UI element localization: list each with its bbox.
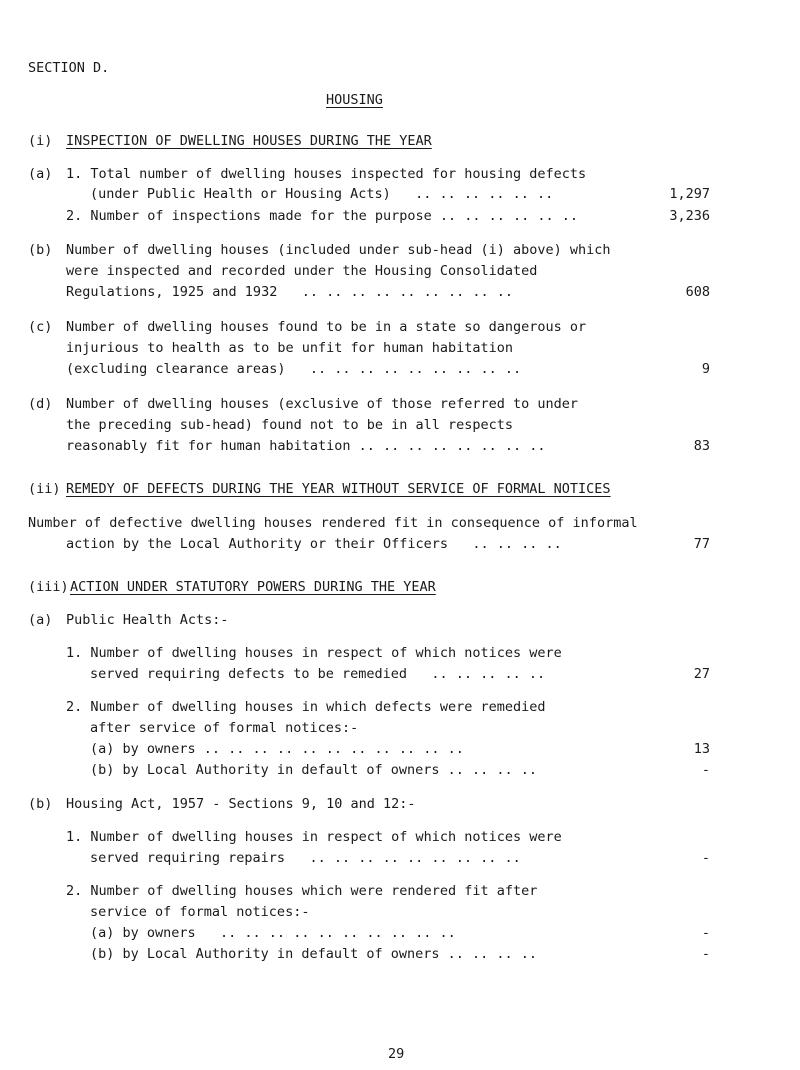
- item-c-line: (excluding clearance areas) .. .. .. .. .. .. .. .. ..: [66, 361, 522, 377]
- section-iii-number: (iii): [28, 579, 69, 595]
- list-item-value: 27: [693, 666, 710, 682]
- list-item-line: served requiring repairs .. .. .. .. .. .. .. .. ..: [90, 850, 521, 866]
- item-c-value: 9: [701, 361, 710, 377]
- item-a-value: 3,236: [669, 208, 710, 224]
- section-ii-line: Number of defective dwelling houses rendered fit in consequence of informal: [28, 515, 638, 531]
- item-d-line: Number of dwelling houses (exclusive of those referred to under: [66, 396, 579, 412]
- list-item-value: -: [701, 946, 710, 962]
- list-item-line: 2. Number of dwelling houses in which defects were remedied: [66, 699, 546, 715]
- item-b-line: Regulations, 1925 and 1932 .. .. .. .. .. .. .. .. ..: [66, 284, 514, 300]
- item-b-value: 608: [685, 284, 710, 300]
- item-b-line: were inspected and recorded under the Housing Consolidated: [66, 263, 538, 279]
- item-d-letter: (d): [28, 396, 53, 412]
- section-iii-heading: ACTION UNDER STATUTORY POWERS DURING THE YEAR: [70, 579, 436, 595]
- subsection-b-heading: Housing Act, 1957 - Sections 9, 10 and 12:-: [66, 796, 416, 812]
- item-b-line: Number of dwelling houses (included under sub-head (i) above) which: [66, 242, 611, 258]
- list-item-line: 1. Number of dwelling houses in respect of which notices were: [66, 829, 562, 845]
- item-a-letter: (a): [28, 166, 53, 182]
- list-item-line: served requiring defects to be remedied .. .. .. .. ..: [90, 666, 546, 682]
- section-ii-heading: REMEDY OF DEFECTS DURING THE YEAR WITHOUT SERVICE OF FORMAL NOTICES: [66, 481, 611, 497]
- item-a-line: 2. Number of inspections made for the purpose .. .. .. .. .. ..: [66, 208, 579, 224]
- section-ii-value: 77: [693, 536, 710, 552]
- list-item-value: 13: [693, 741, 710, 757]
- list-item-line: (a) by owners .. .. .. .. .. .. .. .. .. .. ..: [90, 741, 464, 757]
- item-d-line: reasonably fit for human habitation .. .. .. .. .. .. .. ..: [66, 438, 546, 454]
- subsection-b-letter: (b): [28, 796, 53, 812]
- item-c-letter: (c): [28, 319, 53, 335]
- item-d-line: the preceding sub-head) found not to be in all respects: [66, 417, 514, 433]
- list-item-line: (b) by Local Authority in default of owners .. .. .. ..: [90, 946, 538, 962]
- section-i-heading: INSPECTION OF DWELLING HOUSES DURING THE YEAR: [66, 133, 432, 149]
- list-item-line: after service of formal notices:-: [90, 720, 359, 736]
- item-d-value: 83: [693, 438, 710, 454]
- subsection-a-heading: Public Health Acts:-: [66, 612, 229, 628]
- list-item-line: 2. Number of dwelling houses which were rendered fit after: [66, 883, 538, 899]
- section-i-number: (i): [28, 133, 53, 149]
- list-item-line: service of formal notices:-: [90, 904, 310, 920]
- item-b-letter: (b): [28, 242, 53, 258]
- item-a-line: 1. Total number of dwelling houses inspected for housing defects: [66, 166, 587, 182]
- list-item-value: -: [701, 762, 710, 778]
- list-item-value: -: [701, 925, 710, 941]
- subsection-a-letter: (a): [28, 612, 53, 628]
- list-item-value: -: [701, 850, 710, 866]
- section-ii-number: (ii): [28, 481, 61, 497]
- item-c-line: injurious to health as to be unfit for human habitation: [66, 340, 514, 356]
- item-c-line: Number of dwelling houses found to be in a state so dangerous or: [66, 319, 587, 335]
- section-label: SECTION D.: [28, 60, 110, 76]
- list-item-line: 1. Number of dwelling houses in respect of which notices were: [66, 645, 562, 661]
- page-title: HOUSING: [326, 92, 383, 108]
- item-a-line: (under Public Health or Housing Acts) .. .. .. .. .. ..: [90, 186, 554, 202]
- section-ii-line: action by the Local Authority or their Officers .. .. .. ..: [66, 536, 562, 552]
- list-item-line: (b) by Local Authority in default of owners .. .. .. ..: [90, 762, 538, 778]
- list-item-line: (a) by owners .. .. .. .. .. .. .. .. .. ..: [90, 925, 456, 941]
- page-number: 29: [388, 1046, 405, 1062]
- item-a-value: 1,297: [669, 186, 710, 202]
